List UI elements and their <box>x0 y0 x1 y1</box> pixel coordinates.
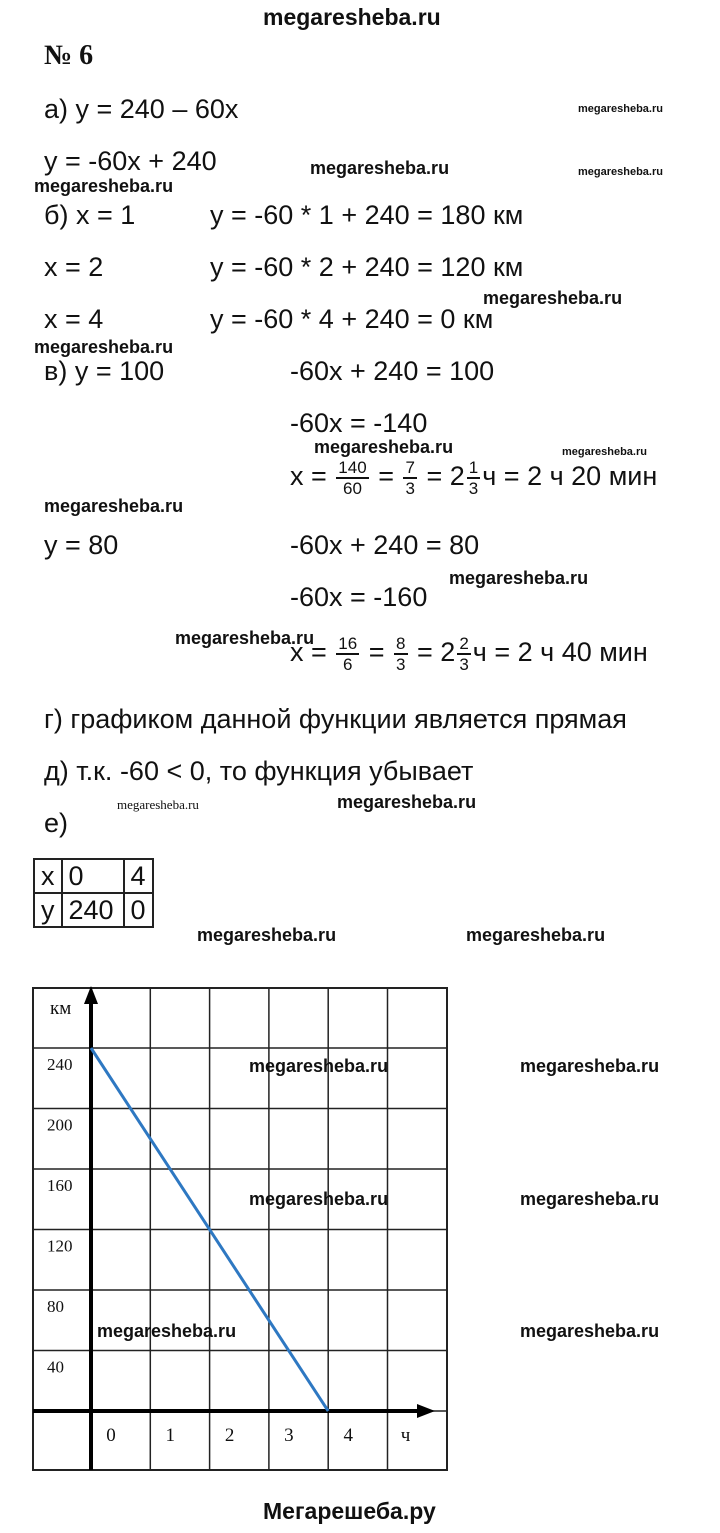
line-d: д) т.к. -60 < 0, то функция убывает <box>44 756 474 786</box>
v3-post: ч = 2 ч 20 мин <box>482 461 658 492</box>
x-tick-label: 1 <box>165 1425 176 1446</box>
line-v-label: в) y = 100 <box>44 356 165 386</box>
table-row <box>34 893 153 927</box>
y-tick-label: 240 <box>47 1055 73 1074</box>
y-tick-label: 200 <box>47 1115 73 1135</box>
line-g: г) графиком данной функции является прямая <box>44 704 627 734</box>
table-row <box>34 859 153 893</box>
w3-eq: = <box>368 637 385 668</box>
line-y80: y = 80 <box>44 530 119 560</box>
x-tick-label: 3 <box>284 1425 294 1446</box>
watermark: megaresheba.ru <box>520 1056 660 1076</box>
watermark: megaresheba.ru <box>314 437 454 457</box>
table-cell: x <box>34 859 62 893</box>
y-axis-arrow <box>84 986 98 1004</box>
value-table <box>33 858 154 928</box>
site-header: megaresheba.ru <box>263 4 441 30</box>
watermark: megaresheba.ru <box>175 628 315 648</box>
table-cell: y <box>34 893 62 927</box>
table-cell: 240 <box>62 893 124 927</box>
line-v1: -60x + 240 = 100 <box>290 356 495 386</box>
table-cell: 0 <box>124 893 153 927</box>
y-tick-label: 160 <box>47 1176 73 1195</box>
line-b2: y = -60 * 2 + 240 = 120 км <box>210 252 524 282</box>
watermark: megaresheba.ru <box>97 1321 237 1341</box>
watermark: megaresheba.ru <box>449 568 589 588</box>
watermark: megaresheba.ru <box>578 103 663 115</box>
series-line <box>91 1048 328 1411</box>
line-w3 <box>290 634 648 674</box>
x-tick-label: 0 <box>106 1425 116 1446</box>
fraction-2-3: $\frac{2}{3}$ <box>459 634 469 674</box>
v3-mid: = 2 <box>426 461 465 492</box>
x-axis-label: ч <box>400 1425 411 1446</box>
line-a1: а) y = 240 – 60x <box>44 94 239 124</box>
y-axis-label: км <box>50 998 72 1019</box>
w3-post: ч = 2 ч 40 мин <box>472 637 648 668</box>
watermark: megaresheba.ru <box>578 166 663 178</box>
watermark: megaresheba.ru <box>249 1189 389 1209</box>
y-tick-label: 40 <box>47 1357 64 1377</box>
line-b3-x: x = 4 <box>44 304 104 334</box>
watermark: megaresheba.ru <box>197 925 337 945</box>
fraction-1-3: $\frac{1}{3}$ <box>468 458 479 498</box>
fraction-16-6: $\frac{16}{6}$ <box>338 634 358 674</box>
w3-pre: x = <box>290 637 327 668</box>
v3-eq: = <box>378 461 394 492</box>
chart-series <box>91 1048 328 1411</box>
line-b1: y = -60 * 1 + 240 = 180 км <box>210 200 524 230</box>
y-tick-label: 120 <box>47 1236 73 1256</box>
line-v3 <box>290 458 657 498</box>
watermark: megaresheba.ru <box>520 1321 660 1341</box>
line-w1: -60x + 240 = 80 <box>290 530 480 560</box>
watermark: megaresheba.ru <box>483 288 623 308</box>
line-w2: -60x = -160 <box>290 582 428 612</box>
watermark: megaresheba.ru <box>562 446 647 458</box>
site-footer: Мегарешеба.ру <box>263 1498 436 1524</box>
x-tick-label: 2 <box>224 1425 235 1446</box>
x-tick-label: 4 <box>343 1425 353 1446</box>
fraction-8-3: $\frac{8}{3}$ <box>396 634 406 674</box>
v3-pre: x = <box>290 461 327 492</box>
x-axis-arrow <box>417 1404 435 1418</box>
fraction-7-3: $\frac{7}{3}$ <box>405 458 415 498</box>
problem-number: № 6 <box>44 40 94 71</box>
line-b-label: б) x = 1 <box>44 200 136 230</box>
fraction-140-60: $\frac{140}{60}$ <box>338 458 367 498</box>
table-cell: 0 <box>62 859 124 893</box>
line-a2: y = -60x + 240 <box>44 146 217 176</box>
y-tick-label: 80 <box>47 1297 64 1316</box>
watermark: megaresheba.ru <box>117 797 199 812</box>
watermark: megaresheba.ru <box>466 925 606 945</box>
line-b3: y = -60 * 4 + 240 = 0 км <box>210 304 494 334</box>
watermark: megaresheba.ru <box>34 176 174 196</box>
w3-mid: = 2 <box>417 637 456 668</box>
line-b2-x: x = 2 <box>44 252 104 282</box>
watermark: megaresheba.ru <box>249 1056 389 1076</box>
watermark: megaresheba.ru <box>34 337 174 357</box>
watermark: megaresheba.ru <box>44 496 184 516</box>
watermark: megaresheba.ru <box>520 1189 660 1209</box>
table-cell: 4 <box>124 859 153 893</box>
line-v2: -60x = -140 <box>290 408 428 438</box>
line-e: е) <box>44 808 69 838</box>
watermark: megaresheba.ru <box>310 158 450 178</box>
watermark: megaresheba.ru <box>337 792 477 812</box>
